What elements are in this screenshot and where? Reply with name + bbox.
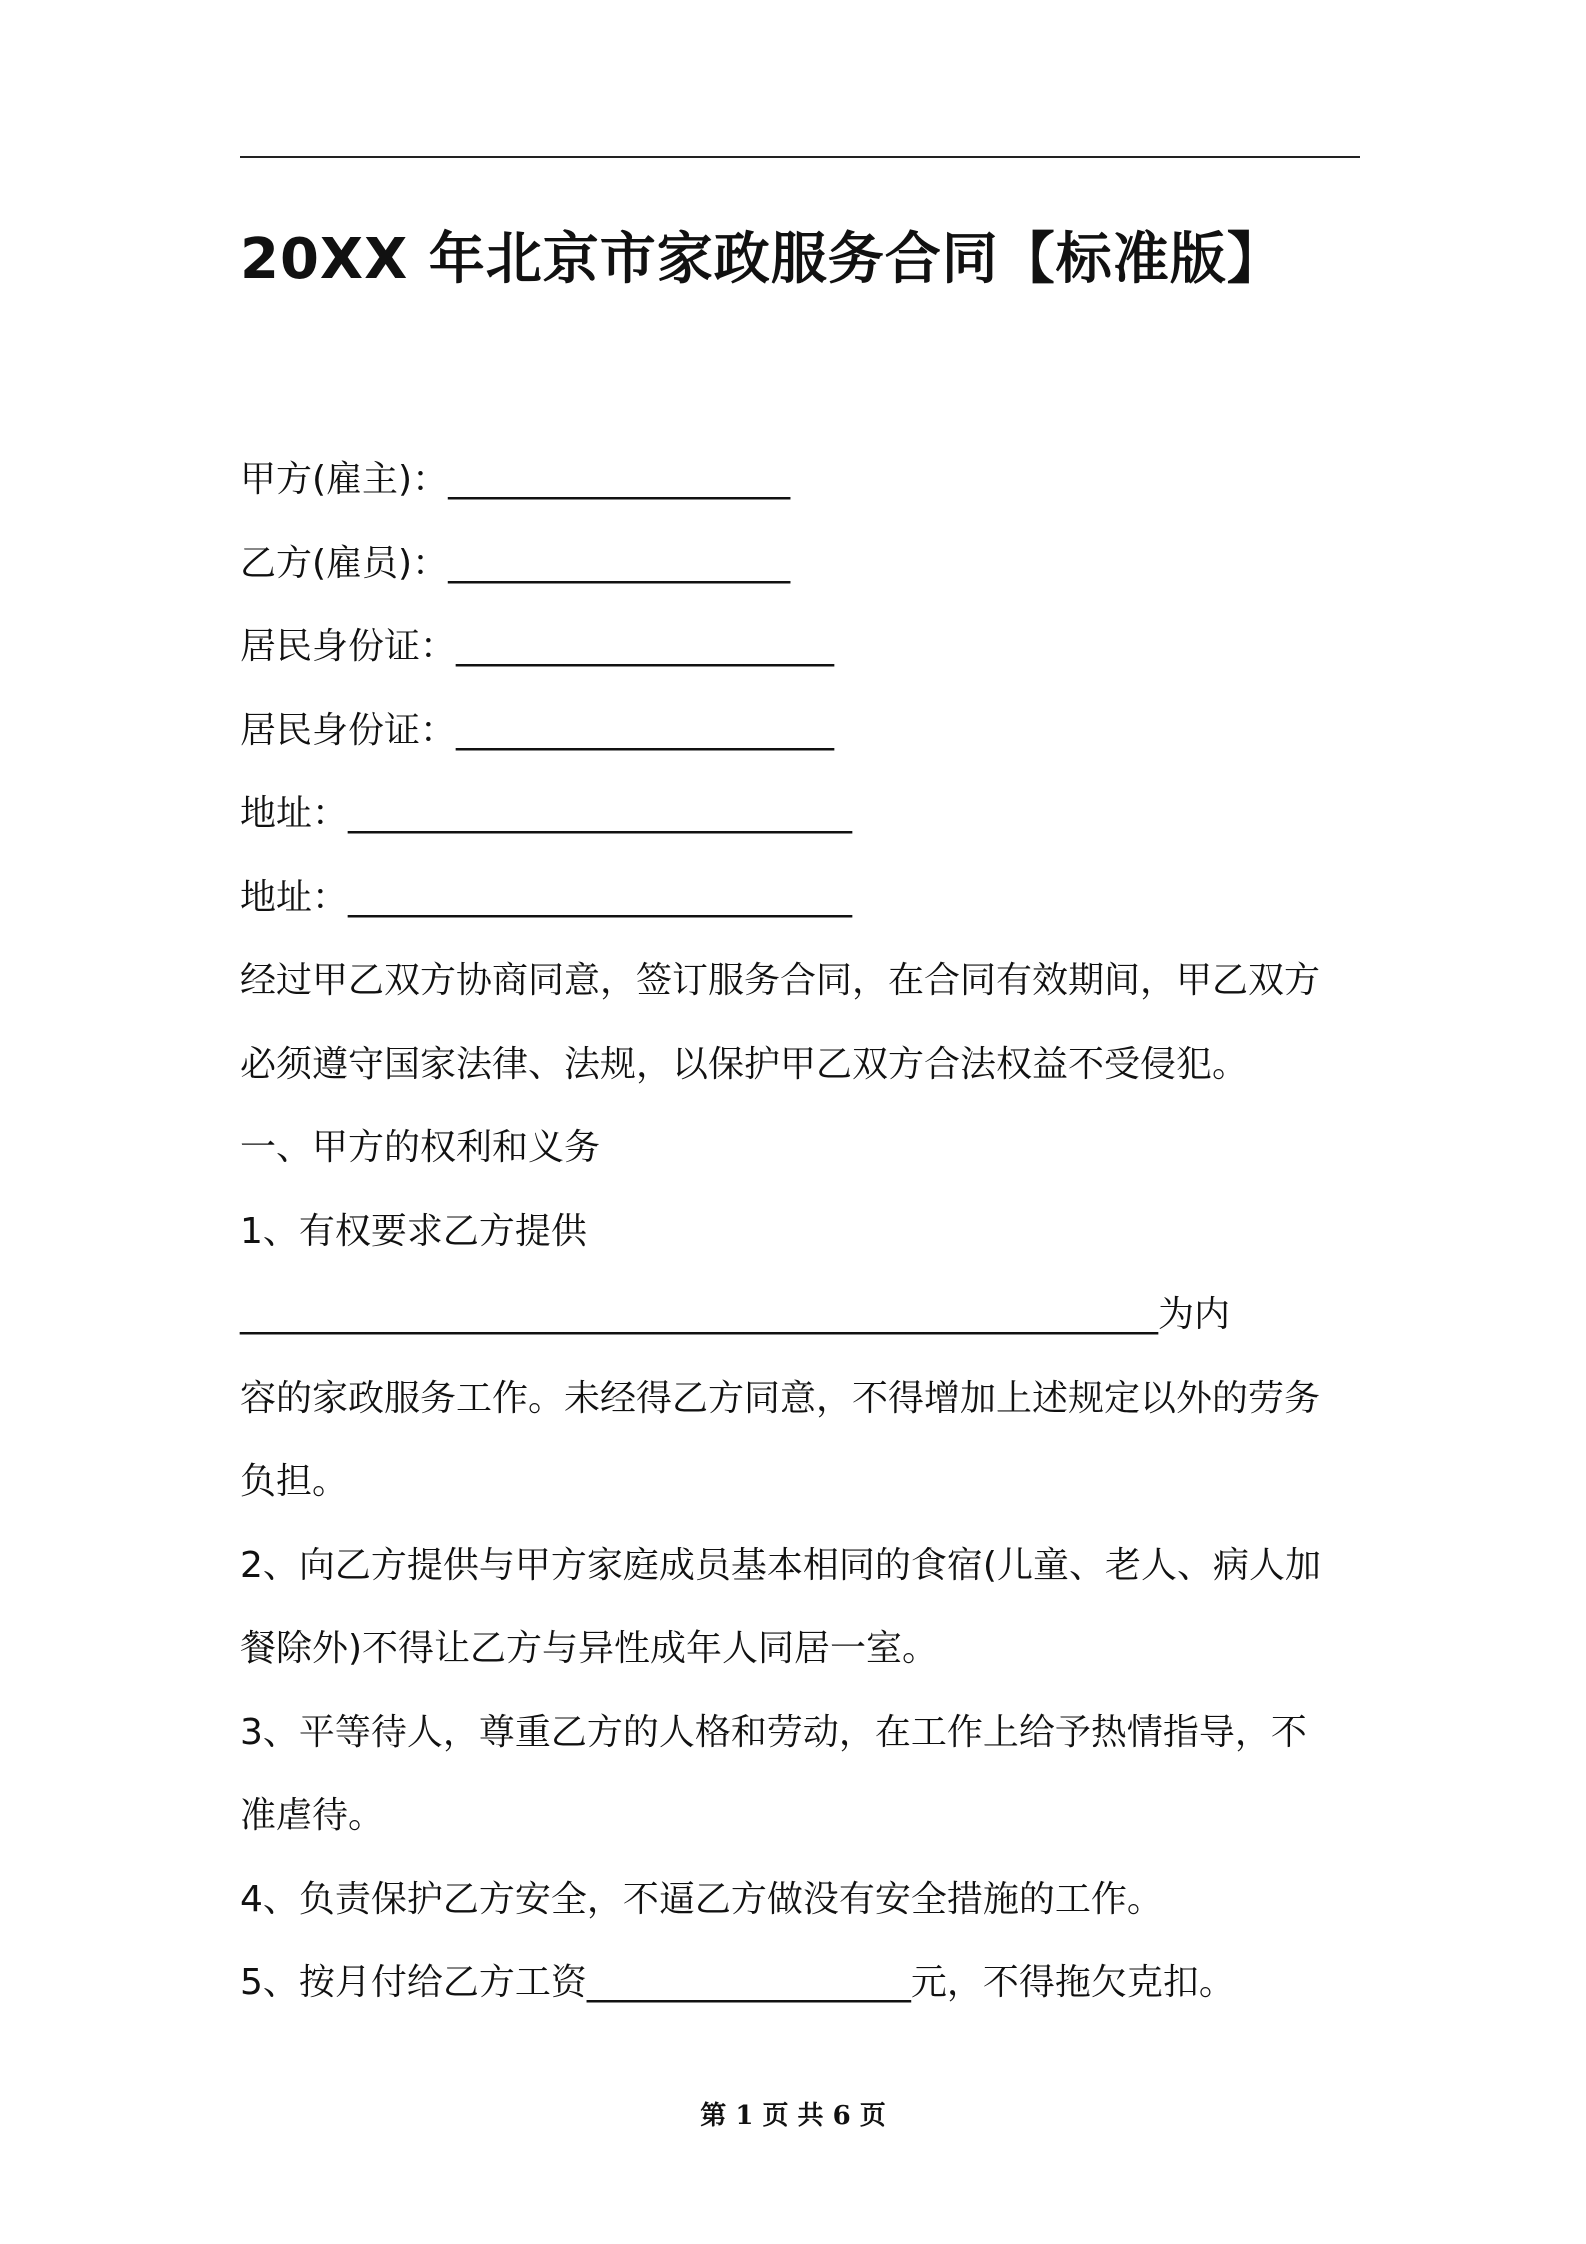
clause-2-line-2: 餐除外)不得让乙方与异性成年人同居一室。: [240, 1628, 939, 1669]
section-heading-1: 一、甲方的权利和义务: [240, 1127, 601, 1168]
address-field-a: 地址：____________________________: [240, 793, 853, 834]
header-divider: [240, 156, 1360, 158]
clause-1-line-4: 负担。: [240, 1461, 349, 1502]
party-b-field: 乙方(雇员)：___________________: [240, 543, 791, 584]
clause-1-line-1: 1、有权要求乙方提供: [240, 1211, 587, 1252]
page-number: 第 1 页 共 6 页: [700, 2101, 886, 2131]
preamble-line-1: 经过甲乙双方协商同意，签订服务合同，在合同有效期间，甲乙双方: [240, 960, 1321, 1001]
preamble-line-2: 必须遵守国家法律、法规，以保护甲乙双方合法权益不受侵犯。: [240, 1044, 1249, 1085]
clause-1-line-2: ___________________________________________________为内: [240, 1294, 1230, 1335]
clause-1-line-3: 容的家政服务工作。未经得乙方同意，不得增加上述规定以外的劳务: [240, 1378, 1321, 1419]
clause-3-line-2: 准虐待。: [240, 1795, 385, 1836]
clause-5: 5、按月付给乙方工资__________________元，不得拖欠克扣。: [240, 1962, 1235, 2003]
id-card-field-b: 居民身份证：_____________________: [240, 710, 835, 751]
address-field-b: 地址：____________________________: [240, 877, 853, 918]
party-a-field: 甲方(雇主)：___________________: [240, 459, 791, 500]
id-card-field-a: 居民身份证：_____________________: [240, 626, 835, 667]
document-title: 20XX 年北京市家政服务合同【标准版】: [240, 227, 1284, 292]
clause-4: 4、负责保护乙方安全，不逼乙方做没有安全措施的工作。: [240, 1879, 1163, 1920]
clause-2-line-1: 2、向乙方提供与甲方家庭成员基本相同的食宿(儿童、老人、病人加: [240, 1545, 1321, 1586]
clause-3-line-1: 3、平等待人，尊重乙方的人格和劳动，在工作上给予热情指导，不: [240, 1712, 1307, 1753]
